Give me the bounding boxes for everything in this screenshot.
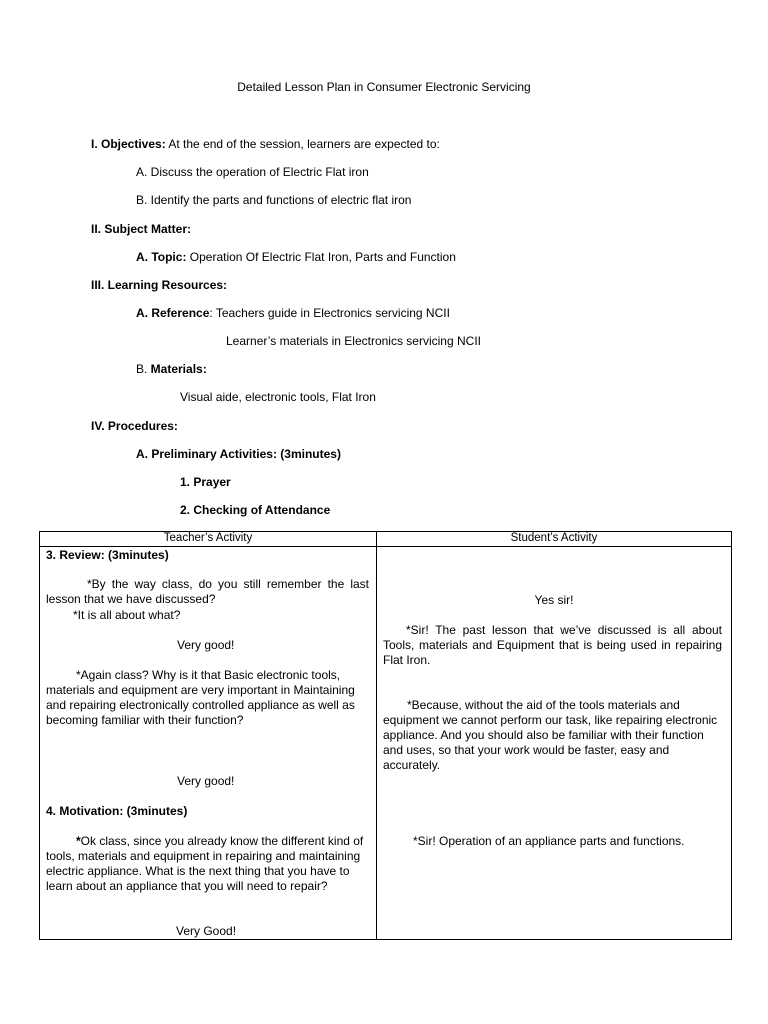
materials-prefix: B. <box>136 362 151 376</box>
reference-text-2: Learner’s materials in Electronics servicing NCII <box>226 334 481 348</box>
teacher-question-1: *By the way class, do you still remember the last lesson that we have discussed? <box>46 577 369 606</box>
teacher-activity-cell <box>40 547 377 940</box>
review-heading: 3. Review: (3minutes) <box>46 548 169 562</box>
objectives-line <box>91 137 440 151</box>
reference-line <box>136 306 450 320</box>
procedure-attendance: 2. Checking of Attendance <box>180 503 331 517</box>
materials-label: Materials: <box>150 362 207 376</box>
student-answer-1: Yes sir! <box>534 593 574 607</box>
preliminary-activities: A. Preliminary Activities: (3minutes) <box>136 447 341 461</box>
question-4-star: * <box>76 834 81 848</box>
reference-label: A. Reference <box>136 306 210 320</box>
reference-text: : Teachers guide in Electronics servicing NCII <box>209 306 450 320</box>
student-activity-cell <box>377 547 732 940</box>
teacher-praise-1: Very good! <box>177 638 235 652</box>
activity-table <box>39 531 732 940</box>
procedures-label: IV. Procedures: <box>91 419 178 433</box>
question-4-text: Ok class, since you already know the different kind of tools, materials and equipment in repairing and maintaining electric appliance. What is the next thing that you have to learn about an appliance that you will need to repair? <box>46 834 364 893</box>
topic-text: Operation Of Electric Flat Iron, Parts and Function <box>186 250 456 264</box>
teacher-question-2: *It is all about what? <box>73 608 181 622</box>
topic-line <box>136 250 456 264</box>
student-answer-3: *Because, without the aid of the tools materials and equipment we cannot perform our task, like repairing electronic appliance. And you should also be familiar with their function and uses, so that your work would be faster, easy and accurately. <box>383 698 718 772</box>
table-row <box>40 547 732 940</box>
materials-line <box>136 362 207 376</box>
objectives-intro: At the end of the session, learners are expected to: <box>165 137 440 151</box>
student-answer-4: *Sir! Operation of an appliance parts and functions. <box>413 834 685 848</box>
learning-resources-label: III. Learning Resources: <box>91 278 228 292</box>
teacher-praise-3: Very Good! <box>176 924 237 938</box>
subject-matter-label: II. Subject Matter: <box>91 222 192 236</box>
teacher-question-3: *Again class? Why is it that Basic electronic tools, materials and equipment are very important in Maintaining and repairing electronically controlled appliance as well as becoming familiar with their function? <box>46 668 355 727</box>
materials-text: Visual aide, electronic tools, Flat Iron <box>180 390 376 404</box>
teacher-praise-2: Very good! <box>177 774 235 788</box>
table-header-row <box>40 532 732 547</box>
document-title: Detailed Lesson Plan in Consumer Electronic Servicing <box>237 80 531 94</box>
procedure-prayer: 1. Prayer <box>180 475 231 489</box>
teacher-question-4 <box>46 834 369 894</box>
objective-b: B. Identify the parts and functions of electric flat iron <box>136 193 412 207</box>
objectives-label: I. Objectives: <box>91 137 166 151</box>
teacher-activity-header: Teacher’s Activity <box>40 532 377 547</box>
topic-label: A. Topic: <box>136 250 187 264</box>
student-answer-2: *Sir! The past lesson that we’ve discussed is all about Tools, materials and Equipment that is being used in repairing Flat Iron. <box>383 623 722 667</box>
objective-a: A. Discuss the operation of Electric Flat iron <box>136 165 369 179</box>
student-activity-header: Student’s Activity <box>377 532 732 547</box>
motivation-heading: 4. Motivation: (3minutes) <box>46 804 188 818</box>
